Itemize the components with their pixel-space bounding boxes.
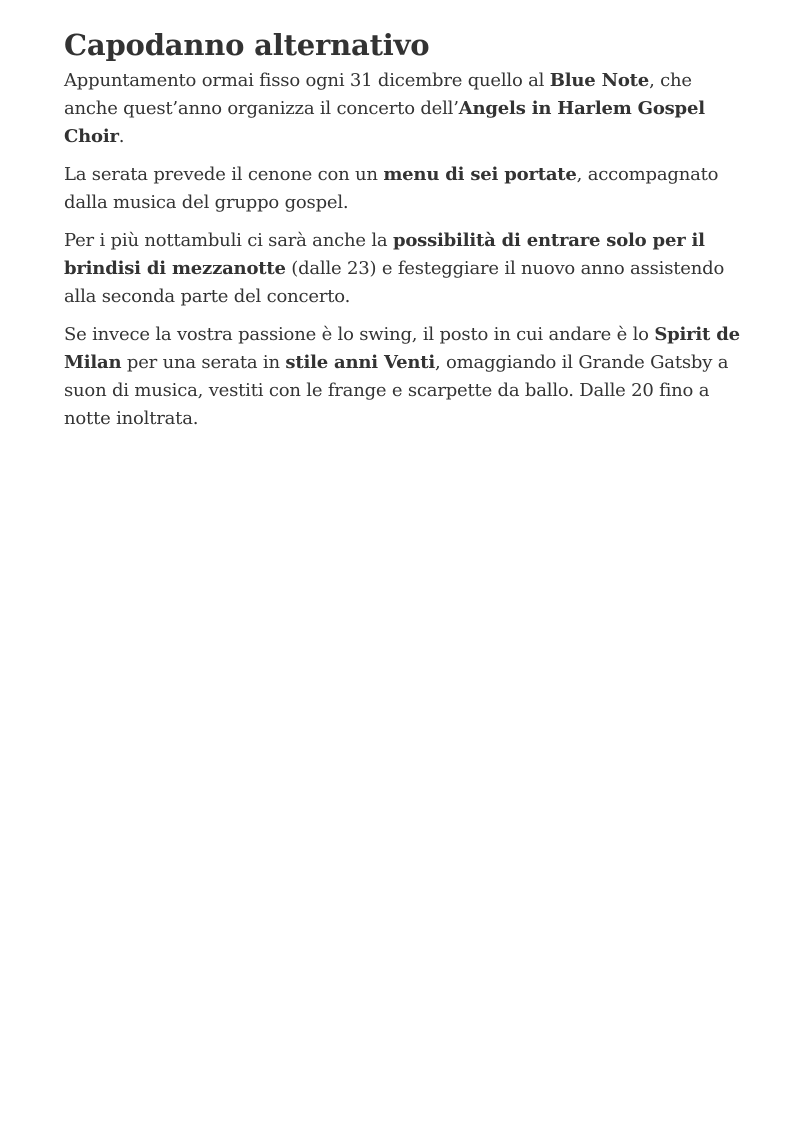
paragraph-blue-note [64, 67, 744, 151]
venue-name-spirit-de-milan: Spirit de Milan [64, 324, 740, 373]
paragraph-text: , accompagnato dalla musica del gruppo gospel. [64, 164, 719, 213]
choir-name: Angels in Harlem Gospel Choir [64, 98, 705, 147]
paragraph-text: Appuntamento ormai fisso ogni 31 dicembre quello al [64, 70, 550, 91]
paragraph-text: . [118, 126, 125, 147]
paragraph-text: , che anche quest’anno organizza il concerto dell’ [64, 70, 692, 119]
paragraph-text: , omaggiando il Grande Gatsby a suon di musica, vestiti con le frange e scarpette da ballo. Dalle 20 fino a notte inoltrata. [64, 352, 729, 429]
paragraph-text: per una serata in [121, 352, 286, 373]
paragraph-text: Per i più nottambuli ci sarà anche la [64, 230, 393, 251]
menu-highlight: menu di sei portate [383, 164, 577, 185]
paragraph-menu [64, 161, 744, 217]
midnight-toast-highlight: possibilità di entrare solo per il brindisi di mezzanotte [64, 230, 705, 279]
paragraph-text: Se invece la vostra passione è lo swing, il posto in cui andare è lo [64, 324, 655, 345]
paragraph-midnight-toast [64, 227, 744, 311]
paragraph-text: La serata prevede il cenone con un [64, 164, 384, 185]
venue-name-blue-note: Blue Note [549, 70, 650, 91]
paragraph-text: (dalle 23) e festeggiare il nuovo anno assistendo alla seconda parte del concerto. [64, 258, 725, 307]
article [64, 26, 744, 443]
paragraph-swing [64, 321, 744, 433]
style-highlight: stile anni Venti [285, 352, 435, 373]
article-title: Capodanno alternativo [64, 28, 430, 62]
